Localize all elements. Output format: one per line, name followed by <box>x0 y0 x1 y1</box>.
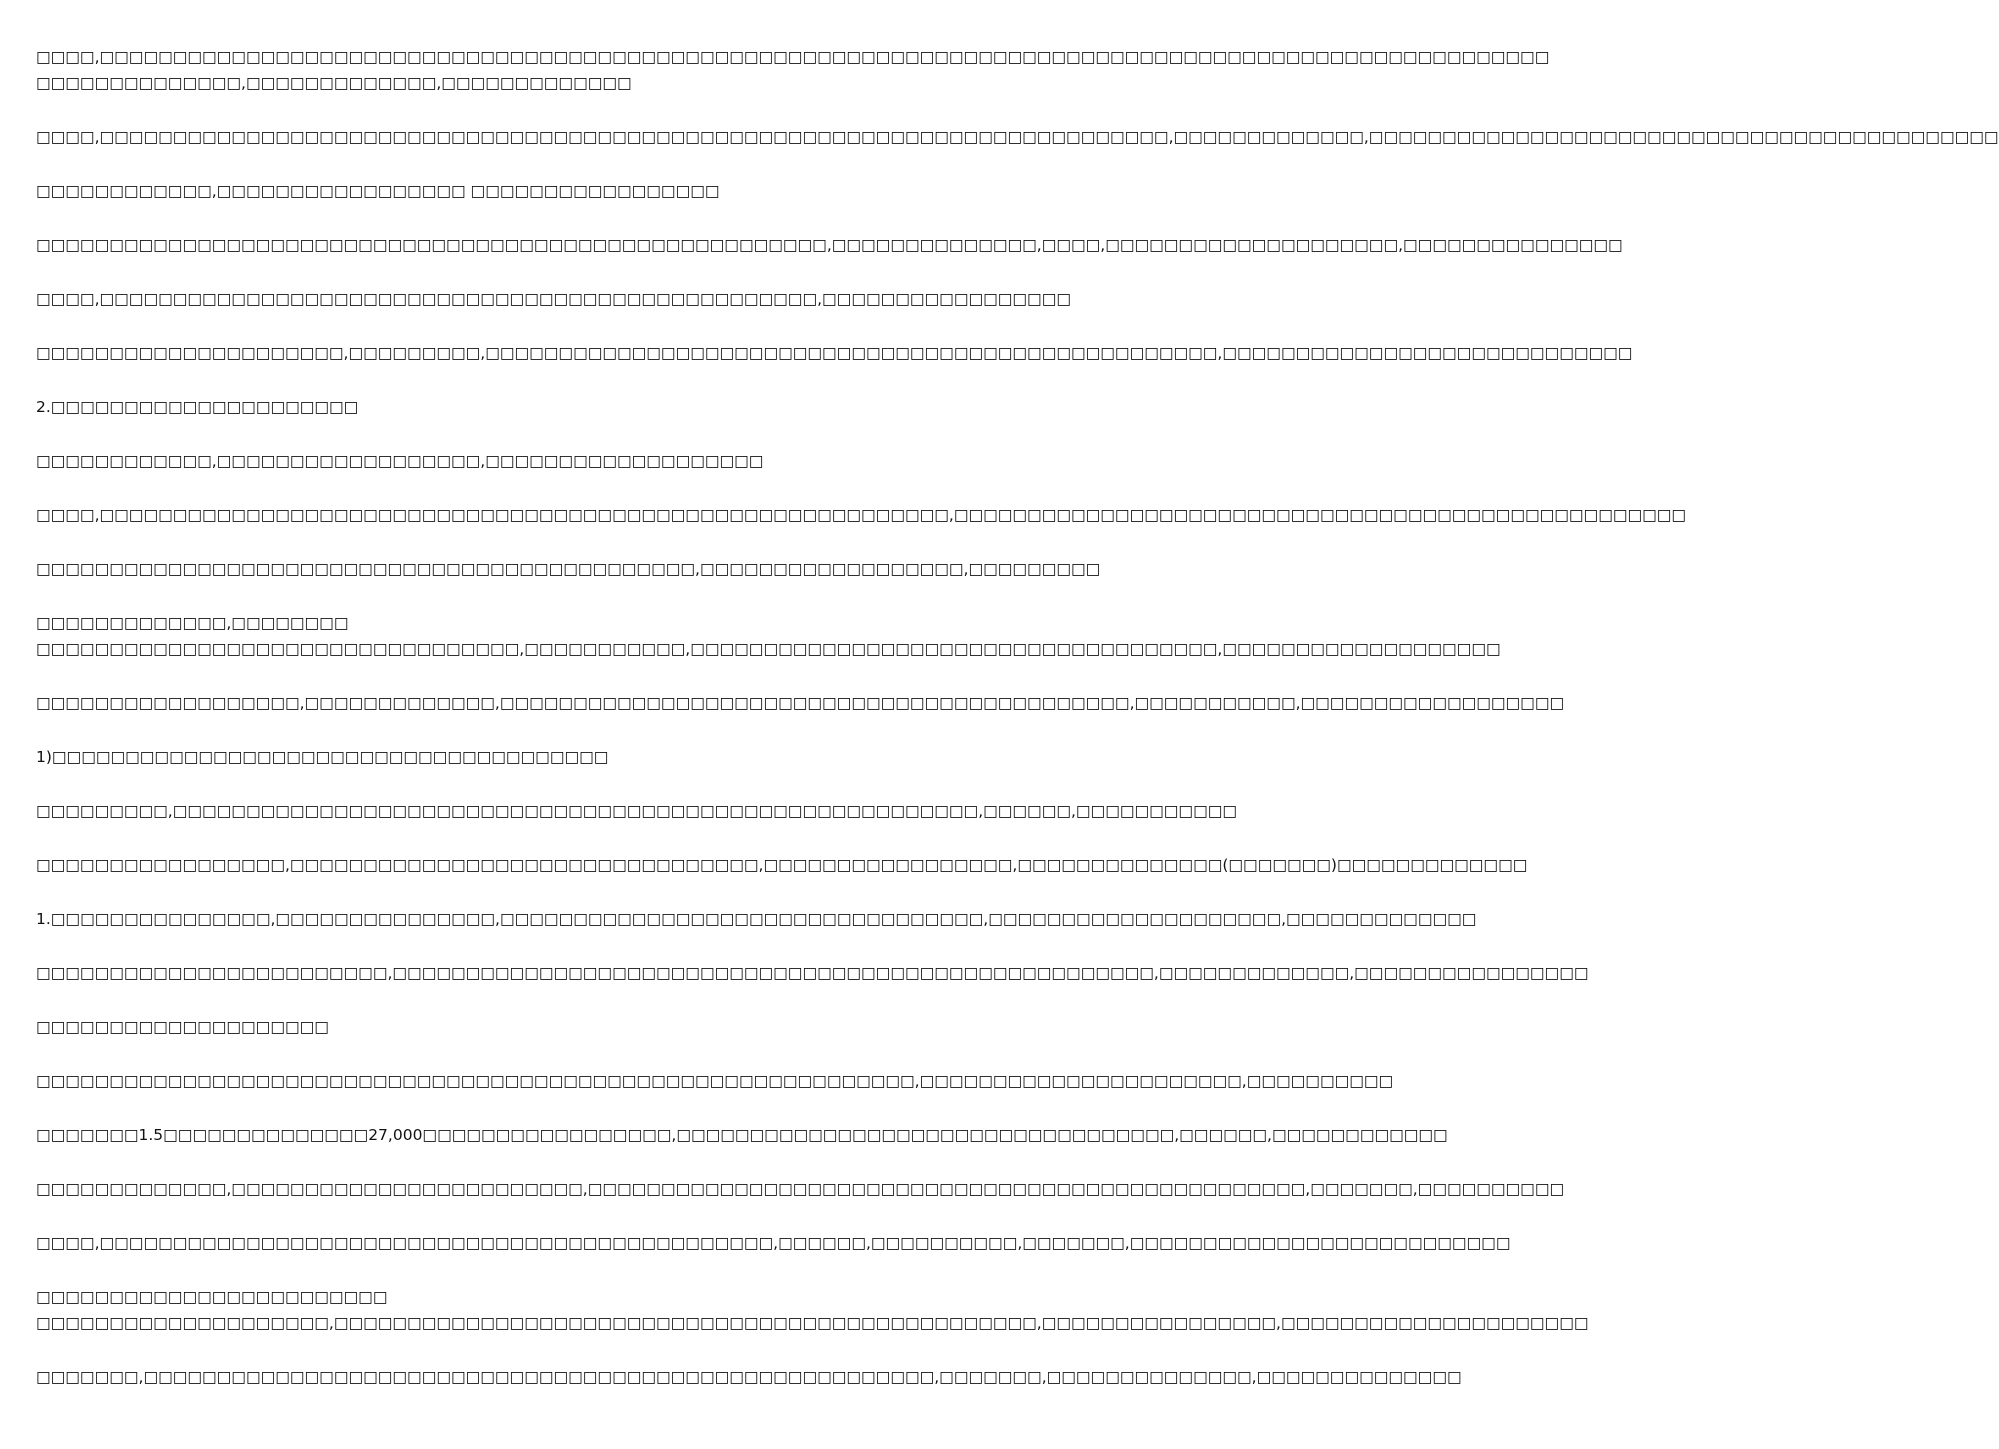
paragraph: □□□□□□□□□□□□□□□□□,□□□□□□□□□□□□□□□□□□□□□□□□□□□□□□□□,□□□□□□□□□□□□□□□□□,□□□□□□□□□□□□□□(□□□□□□□)□□□□□□□□□□□□□ <box>36 856 1528 874</box>
paragraph: □□□□,□□□□□□□□□□□□□□□□□□□□□□□□□□□□□□□□□□□□□□□□□□□□□□□□□,□□□□□□□□□□□□□□□□□ <box>36 290 1071 308</box>
paragraph-line: □□□□□□□□□□□□□□□□□□□□,□□□□□□□□□□□□□□□□□□□□□□□□□□□□□□□□□□□□□□□□□□□□□□□□,□□□□□□□□□□□□□□□□,□□□□□□□□□□□□□□□□□□□□□ <box>36 1314 1589 1332</box>
paragraph-line: □□□□□□□□□□□□□□,□□□□□□□□□□□□□,□□□□□□□□□□□□□ <box>36 74 632 92</box>
section-heading: 2.□□□□□□□□□□□□□□□□□□□□□ <box>36 398 359 416</box>
paragraph: □□□□□□□1.5□□□□□□□□□□□□□□27,000□□□□□□□□□□□□□□□□□,□□□□□□□□□□□□□□□□□□□□□□□□□□□□□□□□□□,□□□□□□,□□□□□□□□□□□□ <box>36 1126 1448 1144</box>
list-heading: 1)□□□□□□□□□□□□□□□□□□□□□□□□□□□□□□□□□□□□□□ <box>36 748 609 766</box>
paragraph: □□□□□□□□□□□□□□□□□□,□□□□□□□□□□□□□,□□□□□□□□□□□□□□□□□□□□□□□□□□□□□□□□□□□□□□□□□□□,□□□□□□□□□□□,□□□□□□□□□□□□□□□□□□ <box>36 694 1565 712</box>
paragraph <box>36 44 1550 96</box>
paragraph: □□□□□□□□□□□□□□□□□□□□ <box>36 1018 329 1036</box>
paragraph: □□□□,□□□□□□□□□□□□□□□□□□□□□□□□□□□□□□□□□□□□□□□□□□□□□□□□□□□□□□□□□□□□□□□□□□□□□□□□□,□□□□□□□□□□□□□,□□□□□□□□□□□□□□□□□□□□□□□□□□□□□□□□□□□□□□□□□□□ <box>36 128 1999 146</box>
paragraph: □□□□□□□□□□□□□□□□□□□□□,□□□□□□□□□,□□□□□□□□□□□□□□□□□□□□□□□□□□□□□□□□□□□□□□□□□□□□□□□□□□,□□□□□□□□□□□□□□□□□□□□□□□□□□□□ <box>36 344 1633 362</box>
paragraph-line: □□□□,□□□□□□□□□□□□□□□□□□□□□□□□□□□□□□□□□□□□□□□□□□□□□□□□□□□□□□□□□□□□□□□□□□□□□□□□□□□□□□□□□□□□□□□□□□□□□□□□□□□ <box>36 48 1550 66</box>
paragraph: □□□□□□□□□□□□,□□□□□□□□□□□□□□□□□ □□□□□□□□□□□□□□□□□ <box>36 182 720 200</box>
paragraph: □□□□□□□□□,□□□□□□□□□□□□□□□□□□□□□□□□□□□□□□□□□□□□□□□□□□□□□□□□□□□□□□□,□□□□□□,□□□□□□□□□□□ <box>36 802 1238 820</box>
paragraph <box>36 1284 1589 1336</box>
paragraph: □□□□,□□□□□□□□□□□□□□□□□□□□□□□□□□□□□□□□□□□□□□□□□□□□□□□□□□□□□□□□□□,□□□□□□□□□□□□□□□□□□□□□□□□□□□□□□□□□□□□□□□□□□□□□□□□□□ <box>36 506 1687 524</box>
paragraph-line: □□□□□□□□□□□□□□□□□□□□□□□□ <box>36 1288 388 1306</box>
paragraph: □□□□□□□□□□□□□□□□□□□□□□□□,□□□□□□□□□□□□□□□□□□□□□□□□□□□□□□□□□□□□□□□□□□□□□□□□□□□□,□□□□□□□□□□□□□,□□□□□□□□□□□□□□□□ <box>36 964 1589 982</box>
paragraph: □□□□□□□□□□□□□□□□□□□□□□□□□□□□□□□□□□□□□□□□□□□□□,□□□□□□□□□□□□□□□□□□,□□□□□□□□□ <box>36 560 1101 578</box>
paragraph: □□□□□□□□□□□□□□□□□□□□□□□□□□□□□□□□□□□□□□□□□□□□□□□□□□□□□□□□□□□□,□□□□□□□□□□□□□□□□□□□□□□,□□□□□□□□□□ <box>36 1072 1394 1090</box>
paragraph: □□□□□□□□□□□□,□□□□□□□□□□□□□□□□□□,□□□□□□□□□□□□□□□□□□□ <box>36 452 764 470</box>
paragraph: □□□□,□□□□□□□□□□□□□□□□□□□□□□□□□□□□□□□□□□□□□□□□□□□□□□,□□□□□□,□□□□□□□□□□,□□□□□□□,□□□□□□□□□□□□□□□□□□□□□□□□□□ <box>36 1234 1511 1252</box>
paragraph-line: □□□□□□□□□□□□□□□□□□□□□□□□□□□□□□□□□,□□□□□□□□□□□,□□□□□□□□□□□□□□□□□□□□□□□□□□□□□□□□□□□□,□□□□□□□□□□□□□□□□□□□ <box>36 640 1501 658</box>
paragraph: □□□□□□□,□□□□□□□□□□□□□□□□□□□□□□□□□□□□□□□□□□□□□□□□□□□□□□□□□□□□□□,□□□□□□□,□□□□□□□□□□□□□□,□□□□□□□□□□□□□□ <box>36 1368 1462 1386</box>
paragraph-line: □□□□□□□□□□□□□,□□□□□□□□ <box>36 614 349 632</box>
paragraph: □□□□□□□□□□□□□,□□□□□□□□□□□□□□□□□□□□□□□□,□□□□□□□□□□□□□□□□□□□□□□□□□□□□□□□□□□□□□□□□□□□□□□□□□,□□□□□□□,□□□□□□□□□□ <box>36 1180 1565 1198</box>
document-body <box>36 44 1999 1418</box>
numbered-paragraph: 1.□□□□□□□□□□□□□□□,□□□□□□□□□□□□□□□,□□□□□□□□□□□□□□□□□□□□□□□□□□□□□□□□□,□□□□□□□□□□□□□□□□□□□□,□□□□□□□□□□□□□ <box>36 910 1477 928</box>
paragraph <box>36 610 1501 662</box>
paragraph: □□□□□□□□□□□□□□□□□□□□□□□□□□□□□□□□□□□□□□□□□□□□□□□□□□□□□□,□□□□□□□□□□□□□□,□□□□,□□□□□□□□□□□□□□□□□□□□,□□□□□□□□□□□□□□□ <box>36 236 1623 254</box>
